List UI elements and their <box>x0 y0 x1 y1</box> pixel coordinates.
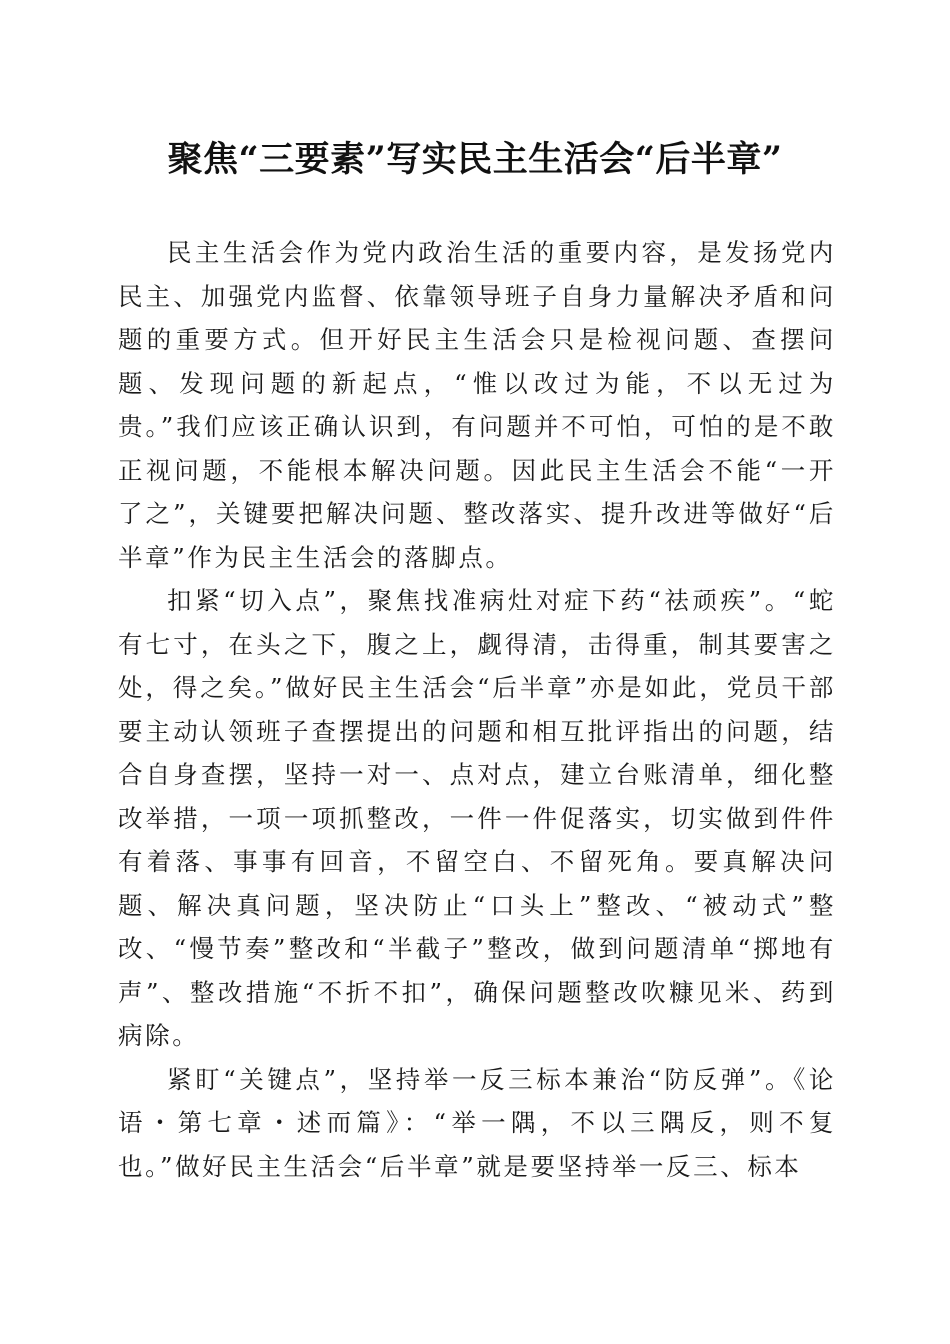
paragraph-entry-point: 扣紧“切入点”，聚焦找准病灶对症下药“祛顽疾”。“蛇有七寸，在头之下，腹之上，觑得清，击得重，制其要害之处，得之矣。”做好民主生活会“后半章”亦是如此，党员干部要主动认领班子查摆提出的问题和相互批评指出的问题，结合自身查摆，坚持一对一、点对点，建立台账清单，细化整改举措，一项一项抓整改，一件一件促落实，切实做到件件有着落、事事有回音，不留空白、不留死角。要真解决问题、解决真问题，坚决防止“口头上”整改、“被动式”整改、“慢节奏”整改和“半截子”整改，做到问题清单“掷地有声”、整改措施“不折不扣”，确保问题整改吹糠见米、药到病除。 <box>118 586 836 1050</box>
document-title: 聚焦“三要素”写实民主生活会“后半章” <box>167 139 783 180</box>
paragraph-key-point: 紧盯“关键点”，坚持举一反三标本兼治“防反弹”。《论语・第七章・述而篇》：“举一隅，不以三隅反，则不复也。”做好民主生活会“后半章”就是要坚持举一反三、标本 <box>118 1064 836 1181</box>
document-body <box>118 231 836 1188</box>
paragraph-intro: 民主生活会作为党内政治生活的重要内容，是发扬党内民主、加强党内监督、依靠领导班子自身力量解决矛盾和问题的重要方式。但开好民主生活会只是检视问题、查摆问题、发现问题的新起点，“惟以改过为能，不以无过为贵。”我们应该正确认识到，有问题并不可怕，可怕的是不敢正视问题，不能根本解决问题。因此民主生活会不能“一开了之”，关键要把解决问题、整改落实、提升改进等做好“后半章”作为民主生活会的落脚点。 <box>118 238 836 572</box>
